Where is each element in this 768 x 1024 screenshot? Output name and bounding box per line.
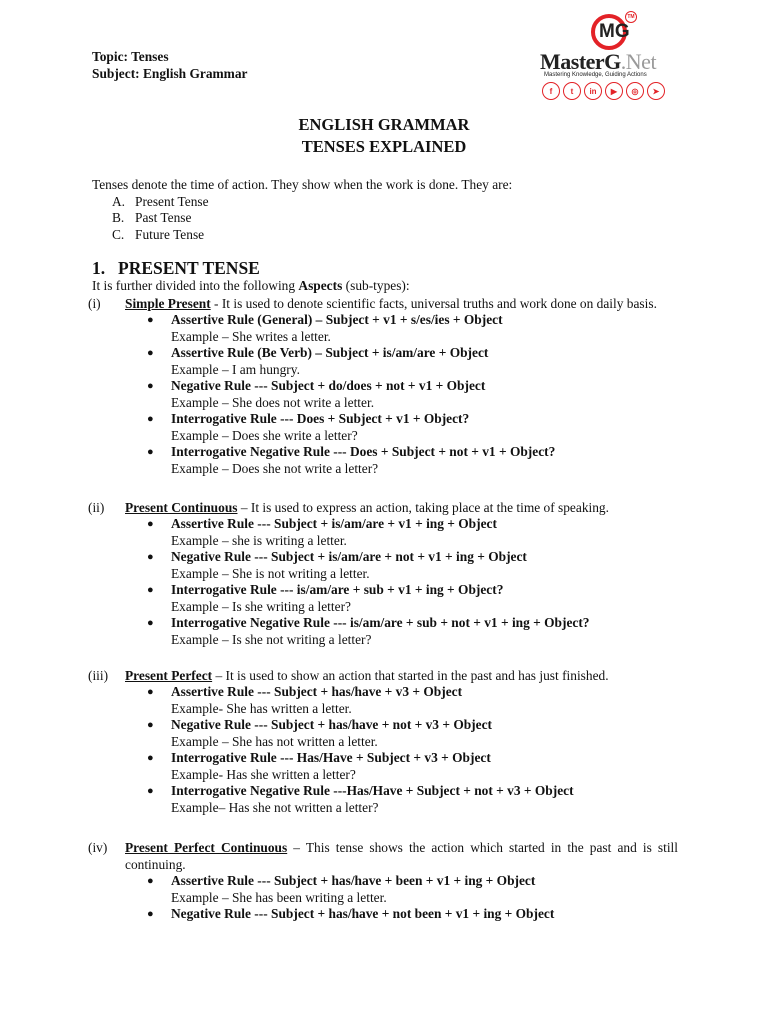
- rule-text: Assertive Rule --- Subject + is/am/are + v1 + ing + Object: [171, 516, 497, 531]
- aspect-description: – This tense shows the action which started in the past and is still continuing.: [125, 840, 678, 872]
- rule-text: Assertive Rule (Be Verb) – Subject + is/am/are + Object: [171, 345, 489, 360]
- topic-line: Topic: Tenses: [92, 49, 169, 64]
- tense-list-item: C. Future Tense: [112, 226, 205, 242]
- brand-name: MasterG.Net: [540, 49, 657, 74]
- example-text: Example – Is she not writing a letter?: [171, 631, 372, 647]
- rule-item: [147, 345, 678, 378]
- bullet-icon: ●: [147, 413, 154, 425]
- rule-item: [147, 444, 678, 477]
- rule-text: Interrogative Rule --- is/am/are + sub + v1 + ing + Object?: [171, 582, 504, 597]
- linkedin-icon[interactable]: in: [584, 82, 602, 100]
- rule-text: Negative Rule --- Subject + has/have + not + v3 + Object: [171, 717, 492, 732]
- subject-line: Subject: English Grammar: [92, 66, 248, 81]
- rule-text: Negative Rule --- Subject + do/does + not + v1 + Object: [171, 378, 486, 393]
- rule-item: [147, 516, 678, 549]
- aspect-number: (ii): [88, 500, 105, 515]
- section-subtitle: It is further divided into the following Aspects (sub-types):: [92, 278, 410, 293]
- intro-block: [92, 177, 512, 243]
- document-meta: [92, 48, 247, 82]
- aspect-number: (i): [88, 296, 101, 311]
- rule-item: [147, 549, 678, 582]
- intro-text: Tenses denote the time of action. They show when the work is done. They are:: [92, 177, 513, 192]
- bullet-icon: ●: [147, 719, 154, 731]
- bullet-icon: ●: [147, 518, 154, 530]
- rule-item: [147, 873, 678, 906]
- bullet-icon: ●: [147, 686, 154, 698]
- example-text: Example – She does not write a letter.: [171, 394, 375, 410]
- bullet-icon: ●: [147, 617, 154, 629]
- aspect-number: (iii): [88, 668, 109, 683]
- twitter-icon[interactable]: t: [563, 82, 581, 100]
- tense-list-item: B. Past Tense: [112, 210, 192, 225]
- example-text: Example– Has she not written a letter?: [171, 799, 379, 815]
- aspect-section: [88, 667, 678, 816]
- bullet-icon: ●: [147, 785, 154, 797]
- bullet-icon: ●: [147, 551, 154, 563]
- bullet-icon: ●: [147, 875, 154, 887]
- rule-text: Interrogative Negative Rule ---Has/Have + Subject + not + v3 + Object: [171, 783, 574, 798]
- bullet-icon: ●: [147, 584, 154, 596]
- rule-text: Interrogative Negative Rule --- Does + Subject + not + v1 + Object?: [171, 444, 556, 459]
- rule-text: Assertive Rule --- Subject + has/have + been + v1 + ing + Object: [171, 873, 536, 888]
- rule-text: Interrogative Rule --- Has/Have + Subject + v3 + Object: [171, 750, 491, 765]
- section-heading: 1. PRESENT TENSE: [92, 258, 260, 278]
- example-text: Example – she is writing a letter.: [171, 532, 347, 548]
- aspect-description: – It is used to express an action, taking place at the time of speaking.: [237, 500, 609, 515]
- facebook-icon[interactable]: f: [542, 82, 560, 100]
- example-text: Example – She has not written a letter.: [171, 733, 378, 749]
- logo-mark-icon: MG: [591, 14, 627, 50]
- bullet-icon: ●: [147, 908, 154, 920]
- bullet-icon: ●: [147, 314, 154, 326]
- telegram-icon[interactable]: ➤: [647, 82, 665, 100]
- rule-item: [147, 582, 678, 615]
- rule-text: Interrogative Negative Rule --- is/am/are + sub + not + v1 + ing + Object?: [171, 615, 590, 630]
- aspect-name: Present Perfect Continuous: [125, 840, 288, 855]
- rule-text: Assertive Rule (General) – Subject + v1 + s/es/ies + Object: [171, 312, 503, 327]
- aspect-name: Simple Present: [125, 296, 211, 311]
- example-text: Example – I am hungry.: [171, 361, 300, 377]
- tense-list-item: A. Present Tense: [112, 193, 209, 209]
- rule-item: [147, 906, 678, 923]
- trademark-icon: TM: [625, 11, 637, 23]
- rule-text: Negative Rule --- Subject + has/have + not been + v1 + ing + Object: [171, 906, 555, 921]
- rule-item: [147, 750, 678, 783]
- example-text: Example – She writes a letter.: [171, 328, 331, 344]
- example-text: Example – Does she not write a letter?: [171, 460, 379, 476]
- aspect-section: [88, 839, 678, 923]
- rule-item: [147, 783, 678, 816]
- tense-list: [112, 194, 512, 244]
- rule-item: [147, 615, 678, 648]
- aspect-section: [88, 295, 678, 477]
- aspect-section: [88, 499, 678, 648]
- example-text: Example- Has she written a letter?: [171, 766, 356, 782]
- bullet-icon: ●: [147, 347, 154, 359]
- rule-item: [147, 312, 678, 345]
- page-title: ENGLISH GRAMMAR TENSES EXPLAINED: [298, 115, 470, 156]
- masterg-logo: [536, 8, 682, 104]
- example-text: Example – Does she write a letter?: [171, 427, 358, 443]
- aspect-number: (iv): [88, 840, 108, 855]
- example-text: Example – She has been writing a letter.: [171, 889, 387, 905]
- bullet-icon: ●: [147, 380, 154, 392]
- aspect-name: Present Continuous: [125, 500, 238, 515]
- example-text: Example- She has written a letter.: [171, 700, 352, 716]
- social-links: [542, 82, 665, 100]
- example-text: Example – She is not writing a letter.: [171, 565, 370, 581]
- instagram-icon[interactable]: ◎: [626, 82, 644, 100]
- example-text: Example – Is she writing a letter?: [171, 598, 351, 614]
- aspect-name: Present Perfect: [125, 668, 213, 683]
- rule-item: [147, 411, 678, 444]
- rule-text: Negative Rule --- Subject + is/am/are + not + v1 + ing + Object: [171, 549, 527, 564]
- rule-text: Assertive Rule --- Subject + has/have + v3 + Object: [171, 684, 463, 699]
- brand-tagline: Mastering Knowledge, Guiding Actions: [544, 72, 647, 78]
- aspect-description: – It is used to show an action that started in the past and has just finished.: [212, 668, 609, 683]
- rule-text: Interrogative Rule --- Does + Subject + v1 + Object?: [171, 411, 470, 426]
- bullet-icon: ●: [147, 446, 154, 458]
- rule-item: [147, 378, 678, 411]
- rule-item: [147, 684, 678, 717]
- aspect-description: - It is used to denote scientific facts, universal truths and work done on daily basis.: [210, 296, 657, 311]
- rule-item: [147, 717, 678, 750]
- youtube-icon[interactable]: ▶: [605, 82, 623, 100]
- bullet-icon: ●: [147, 752, 154, 764]
